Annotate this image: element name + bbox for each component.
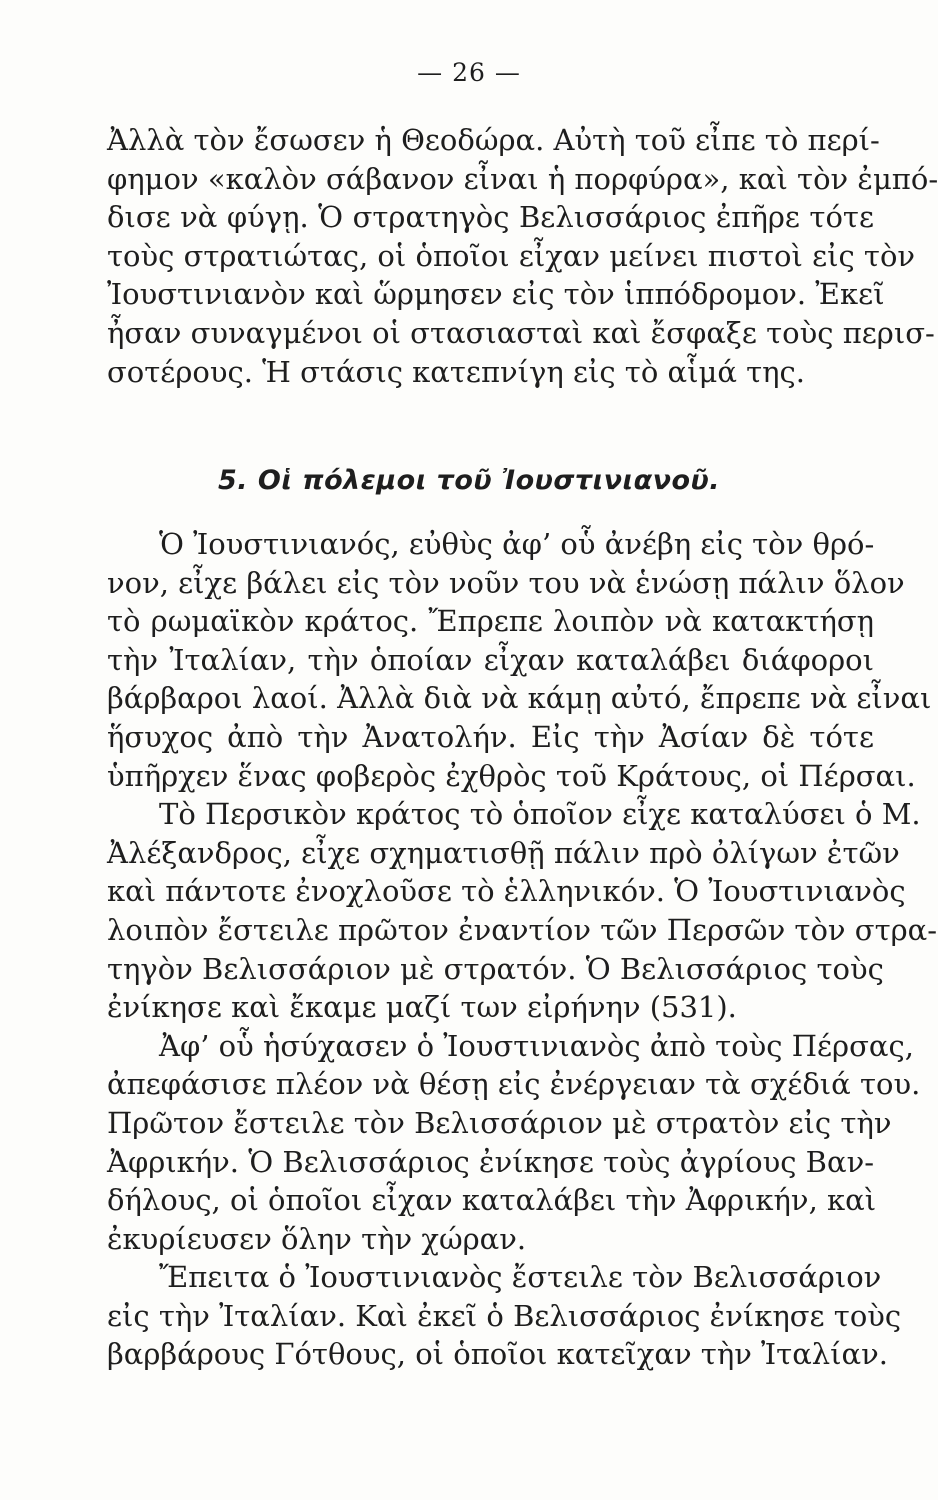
text-line: βάρβαροι λαοί. Ἀλλὰ διὰ νὰ κάμῃ αὐτό, ἔπρεπε νὰ εἶναι [107,681,932,716]
text-line: λοιπὸν ἔστειλε πρῶτον ἐναντίον τῶν Περσῶν τὸν στρα- [107,912,938,947]
text-line: Ἀλέξανδρος, εἶχε σχηματισθῇ πάλιν πρὸ ὀλίγων ἐτῶν [107,835,900,870]
text-line: Ὁ Ἰουστινιανός, εὐθὺς ἀφ’ οὗ ἀνέβη εἰς τὸν θρό- [159,527,875,561]
body-text [107,525,938,1374]
text-line: τοὺς στρατιώτας, οἱ ὁποῖοι εἶχαν μείνει πιστοὶ εἰς τὸν [107,238,916,273]
paragraph-3 [107,795,938,1027]
text-line: Ἀφρικήν. Ὁ Βελισσάριος ἐνίκησε τοὺς ἀγρίους Βαν- [107,1144,874,1179]
text-line: καὶ πάντοτε ἐνοχλοῦσε τὸ ἑλληνικόν. Ὁ Ἰουστινιανὸς [107,874,906,909]
text-line: Ἔπειτα ὁ Ἰουστινιανὸς ἔστειλε τὸν Βελισσάριον [159,1260,882,1295]
text-line: Τὸ Περσικὸν κράτος τὸ ὁποῖον εἶχε καταλύσει ὁ Μ. [159,797,921,832]
text-line: εἰς τὴν Ἰταλίαν. Καὶ ἐκεῖ ὁ Βελισσάριος ἐνίκησε τοὺς [107,1298,902,1333]
text-line: Ἀλλὰ τὸν ἔσωσεν ἡ Θεοδώρα. Αὐτὴ τοῦ εἶπε τὸ περί- [107,123,880,157]
paragraph-2 [107,525,932,795]
paragraph-5 [107,1258,902,1374]
text-line: ἦσαν συναγμένοι οἱ στασιασταὶ καὶ ἔσφαξε τοὺς περισ- [107,315,935,350]
text-line: Ἰουστινιανὸν καὶ ὥρμησεν εἰς τὸν ἱππόδρομον. Ἐκεῖ [107,277,885,312]
text-line: φημον «καλὸν σάβανον εἶναι ἡ πορφύρα», καὶ τὸν ἐμπό- [107,161,938,196]
text-line: τὸ ρωμαϊκὸν κράτος. Ἔπρεπε λοιπὸν νὰ κατακτήσῃ [107,604,874,639]
text-line: ἀπεφάσισε πλέον νὰ θέσῃ εἰς ἐνέργειαν τὰ σχέδιά του. [107,1067,921,1102]
text-line: Πρῶτον ἔστειλε τὸν Βελισσάριον μὲ στρατὸν εἰς τὴν [107,1105,892,1140]
text-line: ἥσυχος ἀπὸ τὴν Ἀνατολήν. Εἰς τὴν Ἀσίαν δὲ τότε [107,719,874,754]
text-line: Ἀφ’ οὗ ἡσύχασεν ὁ Ἰουστινιανὸς ἀπὸ τοὺς Πέρσας, [159,1028,914,1063]
text-line: δήλους, οἱ ὁποῖοι εἶχαν καταλάβει τὴν Ἀφρικήν, καὶ [107,1183,877,1218]
text-line: βαρβάρους Γότθους, οἱ ὁποῖοι κατεῖχαν τὴν Ἰταλίαν. [107,1337,888,1372]
section-heading: 5. Οἱ πόλεμοι τοῦ Ἰουστινιανοῦ. [217,465,721,496]
text-line: τηγὸν Βελισσάριον μὲ στρατόν. Ὁ Βελισσάριος τοὺς [107,951,884,986]
paragraph-1 [107,121,938,391]
text-line: τὴν Ἰταλίαν, τὴν ὁποίαν εἶχαν καταλάβει διάφοροι [107,642,874,677]
page-number: — 26 — [417,58,521,87]
text-line: νον, εἶχε βάλει εἰς τὸν νοῦν του νὰ ἑνώσῃ πάλιν ὅλον [107,565,905,600]
text-line: ὑπῆρχεν ἕνας φοβερὸς ἐχθρὸς τοῦ Κράτους, οἱ Πέρσαι. [107,758,916,793]
paragraph-4 [107,1027,921,1259]
text-line: δισε νὰ φύγῃ. Ὁ στρατηγὸς Βελισσάριος ἐπῆρε τότε [107,200,874,235]
text-line: σοτέρους. Ἡ στάσις κατεπνίγη εἰς τὸ αἷμά της. [107,354,805,389]
text-line: ἐκυρίευσεν ὅλην τὴν χώραν. [107,1221,527,1256]
text-line: ἐνίκησε καὶ ἔκαμε μαζί των εἰρήνην (531). [107,990,737,1025]
